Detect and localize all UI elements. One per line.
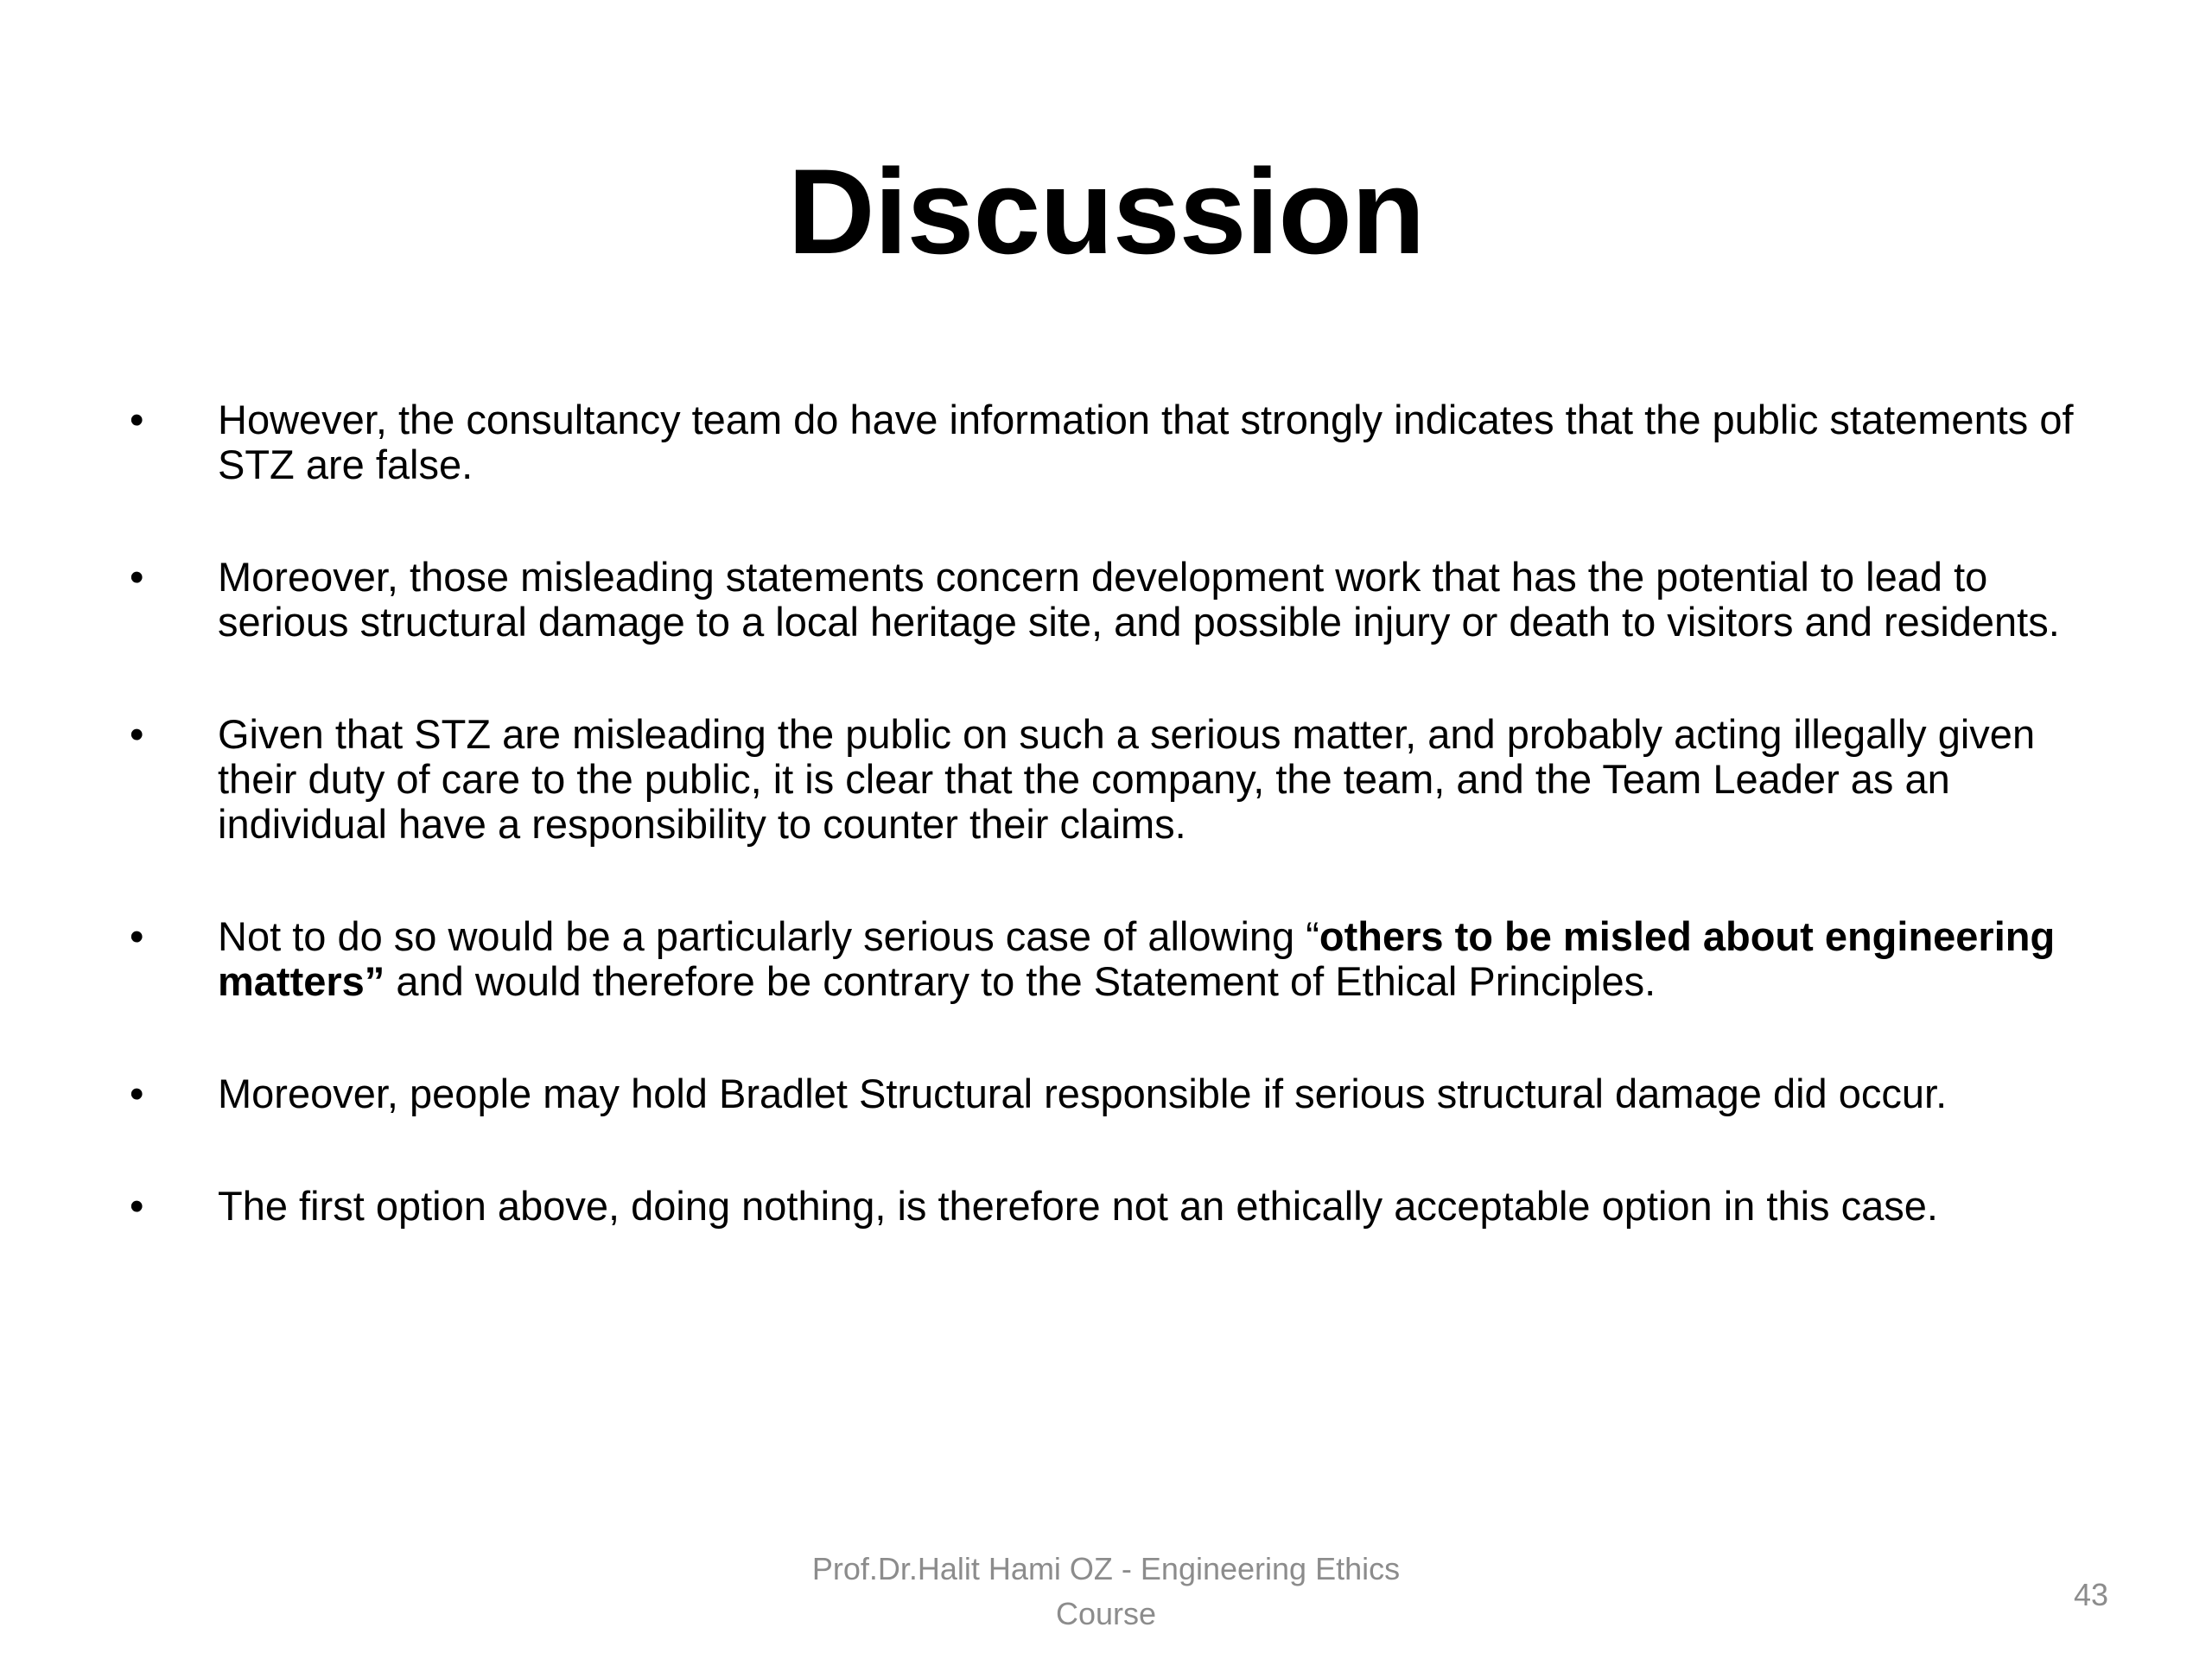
bullet-text-bold: others to be misled about engineering matters” xyxy=(218,913,2056,1004)
bullet-item xyxy=(130,397,2100,487)
bullet-text: Moreover, people may hold Bradlet Structural responsible if serious structural damage did occur. xyxy=(218,1071,1948,1116)
page-number: 43 xyxy=(2073,1577,2108,1612)
bullet-item xyxy=(130,712,2100,847)
bullet-marker: • xyxy=(130,913,144,959)
bullet-text: Moreover, those misleading statements concern development work that has the potential to lead to serious structural damage to a local heritage site, and possible injury or death to visitors and residents. xyxy=(218,554,2060,645)
bullet-marker: • xyxy=(130,1183,144,1229)
bullet-text: The first option above, doing nothing, is therefore not an ethically acceptable option in this case. xyxy=(218,1183,1938,1229)
bullet-text: However, the consultancy team do have information that strongly indicates that the public statements of STZ are false. xyxy=(218,397,2074,487)
bullet-item xyxy=(130,914,2100,1004)
bullet-marker: • xyxy=(130,1071,144,1116)
bullet-marker: • xyxy=(130,397,144,442)
bullet-text: Given that STZ are misleading the public on such a serious matter, and probably acting illegally given their duty of care to the public, it is clear that the company, the team, and the Team Leader as an individual have a responsibility to counter their claims. xyxy=(218,711,2036,847)
bullet-item xyxy=(130,555,2100,645)
bullet-item xyxy=(130,1071,2100,1116)
slide-footer: Prof.Dr.Halit Hami OZ - Engineering Ethics Course xyxy=(811,1551,1401,1631)
bullet-text-post: and would therefore be contrary to the Statement of Ethical Principles. xyxy=(385,958,1656,1004)
bullet-item xyxy=(130,1184,2100,1229)
bullet-marker: • xyxy=(130,554,144,600)
bullet-list xyxy=(130,397,2100,1229)
slide-title: Discussion xyxy=(787,143,1425,279)
bullet-marker: • xyxy=(130,711,144,757)
bullet-text-pre: Not to do so would be a particularly serious case of allowing “ xyxy=(218,913,1319,959)
